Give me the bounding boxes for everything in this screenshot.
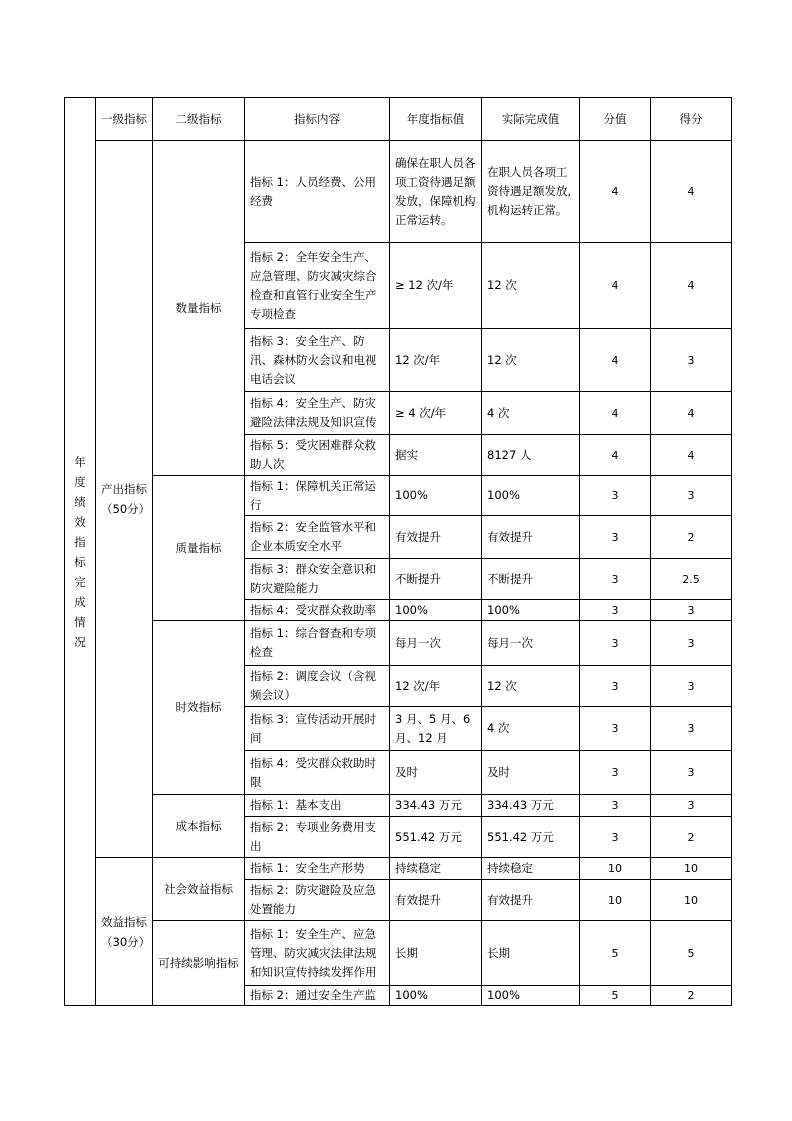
content-cell: 指标 2：通过安全生产监 bbox=[245, 986, 390, 1006]
target-cell: 12 次/年 bbox=[390, 666, 482, 707]
score-cell: 3 bbox=[651, 666, 732, 707]
section-title-cell: 年度绩效指标完成情况 bbox=[65, 98, 96, 1006]
table-row bbox=[65, 476, 732, 516]
actual-cell: 12 次 bbox=[482, 243, 580, 329]
weight-cell: 10 bbox=[580, 858, 651, 880]
weight-cell: 3 bbox=[580, 621, 651, 666]
weight-cell: 3 bbox=[580, 516, 651, 559]
level1-cell: 效益指标（30分） bbox=[96, 858, 153, 1006]
score-cell: 4 bbox=[651, 435, 732, 476]
level2-cell: 质量指标 bbox=[153, 476, 245, 621]
content-cell: 指标 3：宣传活动开展时间 bbox=[245, 707, 390, 751]
header-cell: 实际完成值 bbox=[482, 98, 580, 141]
header-cell: 二级指标 bbox=[153, 98, 245, 141]
weight-cell: 3 bbox=[580, 707, 651, 751]
actual-cell: 持续稳定 bbox=[482, 858, 580, 880]
actual-cell: 长期 bbox=[482, 921, 580, 986]
actual-cell: 551.42 万元 bbox=[482, 817, 580, 858]
weight-cell: 4 bbox=[580, 243, 651, 329]
header-cell: 一级指标 bbox=[96, 98, 153, 141]
content-cell: 指标 1：基本支出 bbox=[245, 795, 390, 817]
score-cell: 3 bbox=[651, 751, 732, 795]
target-cell: 确保在职人员各项工资待遇足额发放，保障机构正常运转。 bbox=[390, 141, 482, 243]
actual-cell: 12 次 bbox=[482, 666, 580, 707]
content-cell: 指标 2：调度会议（含视频会议） bbox=[245, 666, 390, 707]
performance-table bbox=[64, 97, 732, 1006]
weight-cell: 3 bbox=[580, 795, 651, 817]
actual-cell: 100% bbox=[482, 476, 580, 516]
content-cell: 指标 4：受灾群众救助时限 bbox=[245, 751, 390, 795]
content-cell: 指标 2：专项业务费用支出 bbox=[245, 817, 390, 858]
content-cell: 指标 4：受灾群众救助率 bbox=[245, 600, 390, 621]
target-cell: 551.42 万元 bbox=[390, 817, 482, 858]
content-cell: 指标 2：安全监管水平和企业本质安全水平 bbox=[245, 516, 390, 559]
target-cell: 持续稳定 bbox=[390, 858, 482, 880]
header-cell: 分值 bbox=[580, 98, 651, 141]
weight-cell: 3 bbox=[580, 666, 651, 707]
target-cell: ≥ 12 次/年 bbox=[390, 243, 482, 329]
target-cell: 334.43 万元 bbox=[390, 795, 482, 817]
weight-cell: 3 bbox=[580, 476, 651, 516]
table-row bbox=[65, 795, 732, 817]
target-cell: 据实 bbox=[390, 435, 482, 476]
content-cell: 指标 1：综合督查和专项检查 bbox=[245, 621, 390, 666]
table-row bbox=[65, 858, 732, 880]
actual-cell: 334.43 万元 bbox=[482, 795, 580, 817]
actual-cell: 8127 人 bbox=[482, 435, 580, 476]
weight-cell: 4 bbox=[580, 435, 651, 476]
actual-cell: 有效提升 bbox=[482, 880, 580, 921]
actual-cell: 4 次 bbox=[482, 707, 580, 751]
target-cell: 12 次/年 bbox=[390, 329, 482, 392]
weight-cell: 4 bbox=[580, 141, 651, 243]
score-cell: 2 bbox=[651, 986, 732, 1006]
target-cell: 100% bbox=[390, 986, 482, 1006]
actual-cell: 12 次 bbox=[482, 329, 580, 392]
weight-cell: 4 bbox=[580, 392, 651, 435]
header-cell: 年度指标值 bbox=[390, 98, 482, 141]
score-cell: 5 bbox=[651, 921, 732, 986]
score-cell: 3 bbox=[651, 707, 732, 751]
score-cell: 2.5 bbox=[651, 559, 732, 600]
header-cell: 指标内容 bbox=[245, 98, 390, 141]
content-cell: 指标 2：全年安全生产、应急管理、防灾减灾综合检查和直管行业安全生产专项检查 bbox=[245, 243, 390, 329]
score-cell: 3 bbox=[651, 621, 732, 666]
weight-cell: 3 bbox=[580, 751, 651, 795]
level1-cell: 产出指标（50分） bbox=[96, 141, 153, 858]
weight-cell: 3 bbox=[580, 600, 651, 621]
target-cell: 每月一次 bbox=[390, 621, 482, 666]
level2-cell: 成本指标 bbox=[153, 795, 245, 858]
target-cell: 长期 bbox=[390, 921, 482, 986]
level2-cell: 数量指标 bbox=[153, 141, 245, 476]
table-row bbox=[65, 141, 732, 243]
actual-cell: 及时 bbox=[482, 751, 580, 795]
target-cell: ≥ 4 次/年 bbox=[390, 392, 482, 435]
level2-cell: 社会效益指标 bbox=[153, 858, 245, 921]
score-cell: 2 bbox=[651, 516, 732, 559]
weight-cell: 10 bbox=[580, 880, 651, 921]
target-cell: 及时 bbox=[390, 751, 482, 795]
target-cell: 不断提升 bbox=[390, 559, 482, 600]
level2-cell: 可持续影响指标 bbox=[153, 921, 245, 1006]
content-cell: 指标 2：防灾避险及应急处置能力 bbox=[245, 880, 390, 921]
content-cell: 指标 1：保障机关正常运行 bbox=[245, 476, 390, 516]
score-cell: 4 bbox=[651, 392, 732, 435]
actual-cell: 4 次 bbox=[482, 392, 580, 435]
weight-cell: 3 bbox=[580, 817, 651, 858]
score-cell: 3 bbox=[651, 795, 732, 817]
level2-cell: 时效指标 bbox=[153, 621, 245, 795]
score-cell: 2 bbox=[651, 817, 732, 858]
target-cell: 有效提升 bbox=[390, 516, 482, 559]
actual-cell: 在职人员各项工资待遇足额发放,机构运转正常。 bbox=[482, 141, 580, 243]
actual-cell: 有效提升 bbox=[482, 516, 580, 559]
actual-cell: 100% bbox=[482, 600, 580, 621]
target-cell: 100% bbox=[390, 476, 482, 516]
weight-cell: 5 bbox=[580, 921, 651, 986]
header-row bbox=[65, 98, 732, 141]
actual-cell: 不断提升 bbox=[482, 559, 580, 600]
score-cell: 10 bbox=[651, 858, 732, 880]
score-cell: 4 bbox=[651, 141, 732, 243]
content-cell: 指标 1：安全生产形势 bbox=[245, 858, 390, 880]
weight-cell: 5 bbox=[580, 986, 651, 1006]
table-row bbox=[65, 621, 732, 666]
table-row bbox=[65, 921, 732, 986]
weight-cell: 4 bbox=[580, 329, 651, 392]
content-cell: 指标 4：安全生产、防灾避险法律法规及知识宣传 bbox=[245, 392, 390, 435]
target-cell: 有效提升 bbox=[390, 880, 482, 921]
actual-cell: 100% bbox=[482, 986, 580, 1006]
content-cell: 指标 5：受灾困难群众救助人次 bbox=[245, 435, 390, 476]
content-cell: 指标 3：群众安全意识和防灾避险能力 bbox=[245, 559, 390, 600]
score-cell: 3 bbox=[651, 329, 732, 392]
score-cell: 4 bbox=[651, 243, 732, 329]
weight-cell: 3 bbox=[580, 559, 651, 600]
content-cell: 指标 1：安全生产、应急管理、防灾减灾法律法规和知识宣传持续发挥作用 bbox=[245, 921, 390, 986]
content-cell: 指标 3：安全生产、防汛、森林防火会议和电视电话会议 bbox=[245, 329, 390, 392]
score-cell: 3 bbox=[651, 600, 732, 621]
target-cell: 100% bbox=[390, 600, 482, 621]
header-cell: 得分 bbox=[651, 98, 732, 141]
target-cell: 3 月、5 月、6 月、12 月 bbox=[390, 707, 482, 751]
content-cell: 指标 1：人员经费、公用经费 bbox=[245, 141, 390, 243]
actual-cell: 每月一次 bbox=[482, 621, 580, 666]
score-cell: 3 bbox=[651, 476, 732, 516]
score-cell: 10 bbox=[651, 880, 732, 921]
